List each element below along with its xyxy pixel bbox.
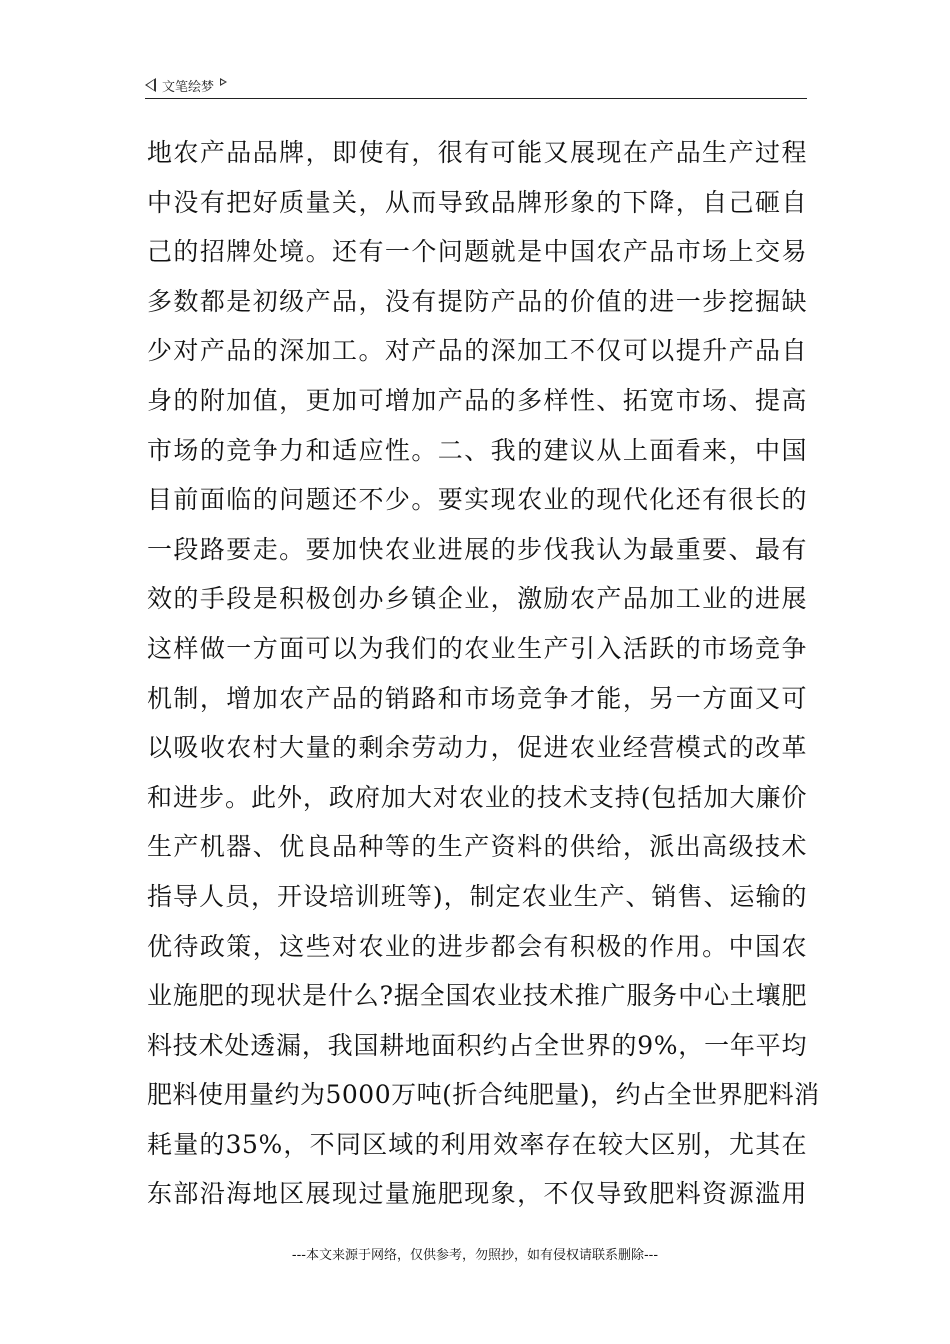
text-line: 机制，增加农产品的销路和市场竞争才能，另一方面又可 <box>147 683 807 713</box>
text-line: 东部沿海地区展现过量施肥现象，不仅导致肥料资源滥用 <box>147 1179 807 1209</box>
text-line: 地农产品品牌，即使有，很有可能又展现在产品生产过程 <box>147 138 807 167</box>
text-line: 肥料使用量约为5000万吨(折合纯肥量)，约占全世界肥料消 <box>147 1080 820 1110</box>
text-line: 耗量的35%，不同区域的利用效率存在较大区别，尤其在 <box>147 1129 807 1159</box>
text-line: 目前面临的问题还不少。要实现农业的现代化还有很长的 <box>147 485 807 515</box>
text-line: 这样做一方面可以为我们的农业生产引入活跃的市场竞争 <box>147 633 807 663</box>
header-title: 文笔绘梦 <box>162 79 215 95</box>
header-brand <box>145 74 227 96</box>
text-line: 少对产品的深加工。对产品的深加工不仅可以提升产品自 <box>147 336 807 366</box>
text-line: 业施肥的现状是什么?据全国农业技术推广服务中心土壤肥 <box>147 981 807 1011</box>
text-line: 和进步。此外，政府加大对农业的技术支持(包括加大廉价 <box>147 782 807 812</box>
page-header <box>145 74 807 99</box>
triangle-left-icon <box>145 78 156 92</box>
text-line: 身的附加值，更加可增加产品的多样性、拓宽市场、提高 <box>147 385 807 415</box>
text-line: 一段路要走。要加快农业进展的步伐我认为最重要、最有 <box>147 534 807 564</box>
text-line: 以吸收农村大量的剩余劳动力，促进农业经营模式的改革 <box>147 733 807 763</box>
text-line: 生产机器、优良品种等的生产资料的供给，派出高级技术 <box>147 832 807 862</box>
footer-notice: ---本文来源于网络，仅供参考，勿照抄，如有侵权请联系删除--- <box>291 1248 659 1263</box>
text-line: 己的招牌处境。还有一个问题就是中国农产品市场上交易 <box>147 237 807 267</box>
text-line: 效的手段是积极创办乡镇企业，激励农产品加工业的进展 <box>147 584 807 614</box>
triangle-right-icon <box>220 78 227 86</box>
text-line: 料技术处透漏，我国耕地面积约占全世界的9%，一年平均 <box>147 1030 807 1060</box>
document-body <box>147 128 820 1219</box>
text-line: 多数都是初级产品，没有提防产品的价值的进一步挖掘缺 <box>147 286 807 316</box>
text-line: 市场的竞争力和适应性。二、我的建议从上面看来，中国 <box>147 435 807 465</box>
text-line: 优待政策，这些对农业的进步都会有积极的作用。中国农 <box>147 931 807 961</box>
text-line: 中没有把好质量关，从而导致品牌形象的下降，自己砸自 <box>147 187 807 217</box>
text-line: 指导人员，开设培训班等)，制定农业生产、销售、运输的 <box>147 881 807 911</box>
